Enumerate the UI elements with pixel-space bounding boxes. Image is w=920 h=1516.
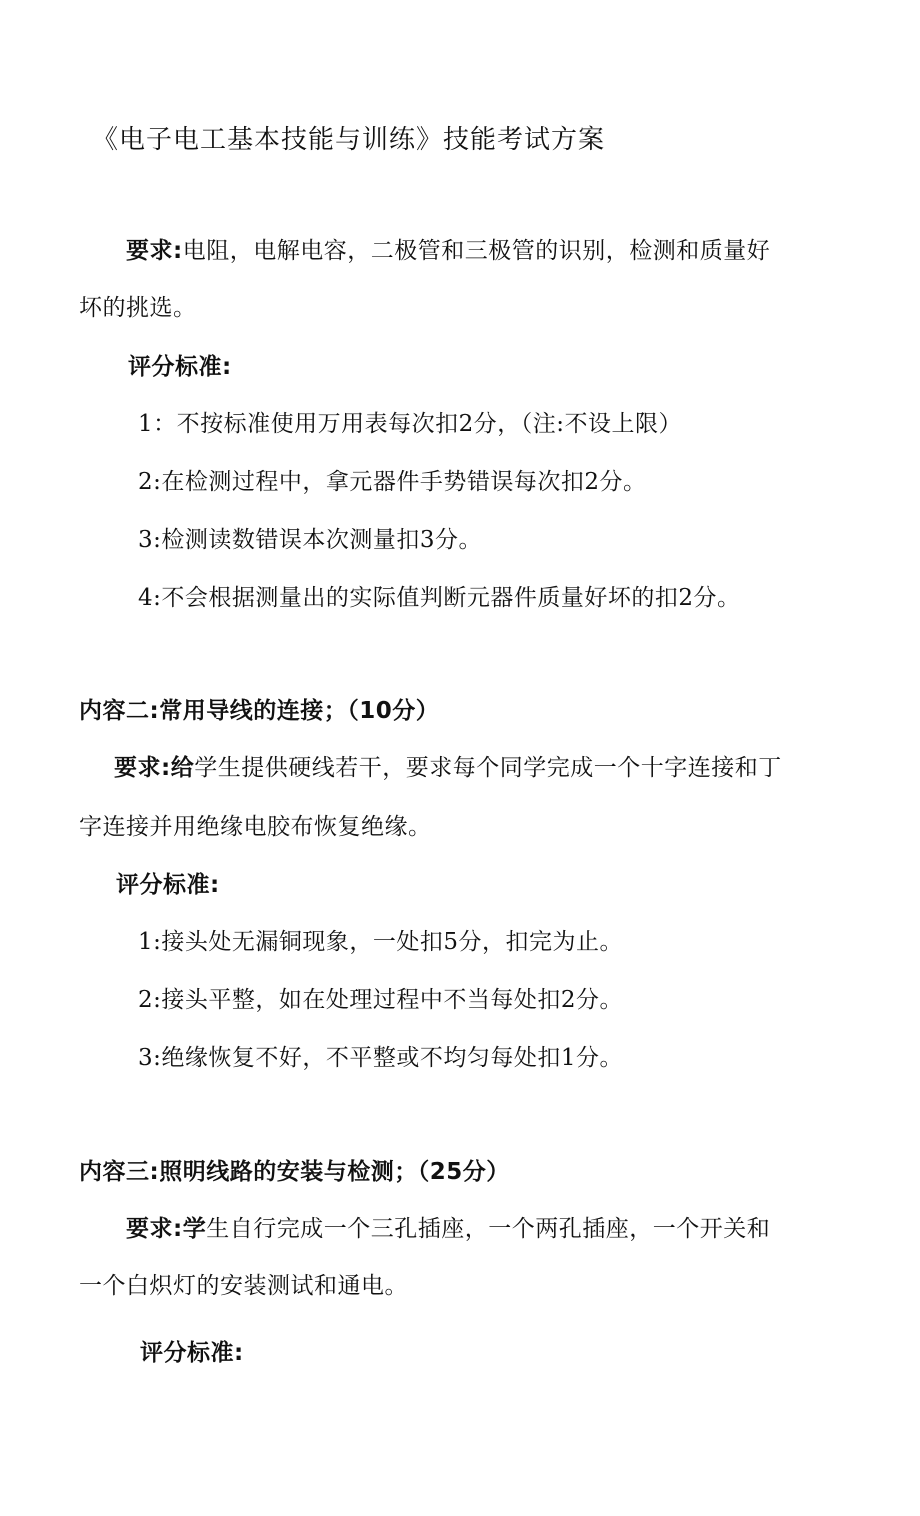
section1-criteria-item: 2:在检测过程中，拿元器件手势错误每次扣2分。 <box>138 469 647 495</box>
requirement-label: 要求: <box>126 238 183 264</box>
section3-heading: 内容三:照明线路的安装与检测；（25分） <box>79 1159 510 1185</box>
document-title: 《电子电工基本技能与训练》技能考试方案 <box>92 125 606 155</box>
section3-requirement <box>126 1213 770 1245</box>
requirement-text: 生自行完成一个三孔插座，一个两孔插座，一个开关和 <box>206 1216 771 1242</box>
section2-criteria-label: 评分标准: <box>116 872 220 898</box>
section1-criteria-item: 1：不按标准使用万用表每次扣2分，（注:不设上限） <box>138 411 683 437</box>
requirement-text: 学生提供硬线若干，要求每个同学完成一个十字连接和丁 <box>194 755 782 781</box>
section2-criteria-item: 3:绝缘恢复不好，不平整或不均匀每处扣1分。 <box>138 1045 624 1071</box>
section1-criteria-item: 4:不会根据测量出的实际值判断元器件质量好坏的扣2分。 <box>138 585 741 611</box>
section1-criteria-label: 评分标准: <box>128 354 232 380</box>
requirement-text: 电阻，电解电容，二极管和三极管的识别，检测和质量好 <box>182 238 771 264</box>
section2-criteria-item: 1:接头处无漏铜现象，一处扣5分，扣完为止。 <box>138 929 624 955</box>
section1-requirement-cont: 坏的挑选。 <box>79 295 197 321</box>
requirement-label: 要求:给 <box>114 755 195 781</box>
section2-requirement <box>114 752 782 784</box>
section1-criteria-item: 3:检测读数错误本次测量扣3分。 <box>138 527 483 553</box>
section2-requirement-cont: 字连接并用绝缘电胶布恢复绝缘。 <box>79 814 432 840</box>
requirement-label: 要求:学 <box>126 1216 207 1242</box>
section2-criteria-item: 2:接头平整，如在处理过程中不当每处扣2分。 <box>138 987 624 1013</box>
section3-criteria-label: 评分标准: <box>140 1340 244 1366</box>
section1-requirement <box>126 235 770 267</box>
section3-requirement-cont: 一个白炽灯的安装测试和通电。 <box>79 1273 408 1299</box>
section2-heading: 内容二:常用导线的连接；（10分） <box>79 698 440 724</box>
